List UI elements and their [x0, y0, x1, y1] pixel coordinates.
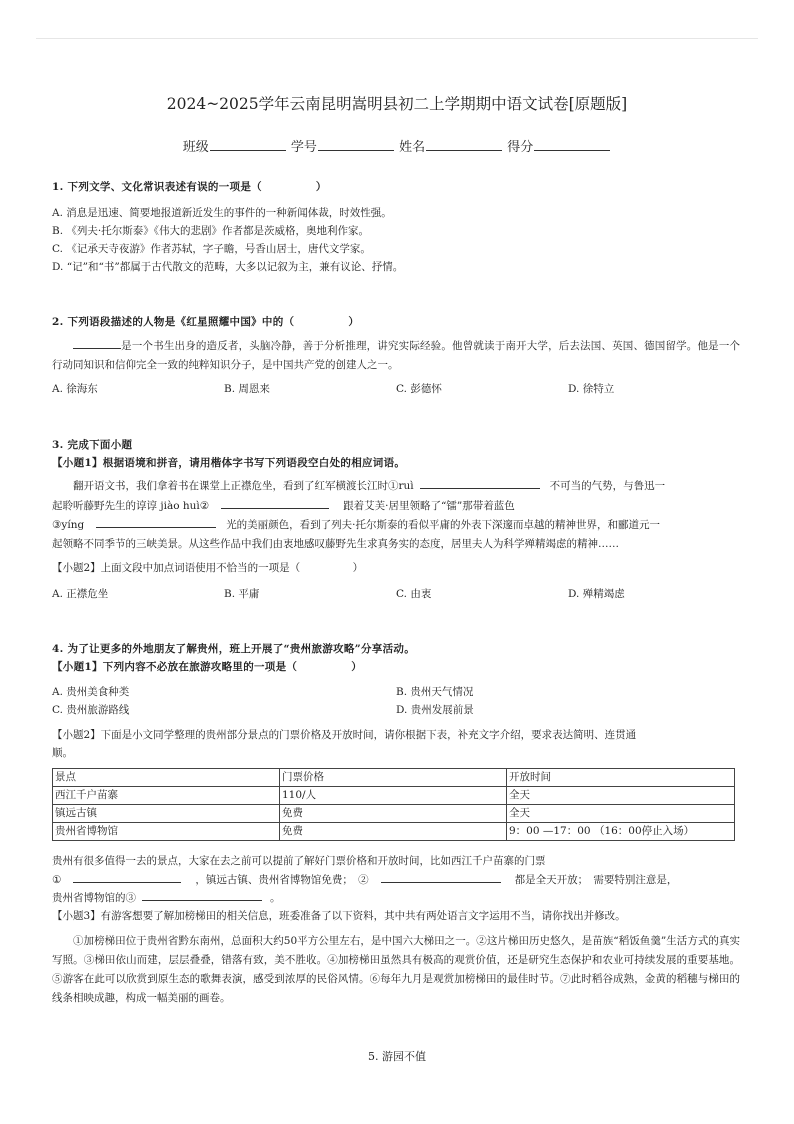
q3-passage-line-1	[73, 477, 665, 495]
q4-blank-3[interactable]	[142, 889, 262, 901]
q2-option-a[interactable]: A. 徐海东	[52, 383, 98, 395]
q3-passage-text-2b: 跟着艾芙·居里领略了“镭”那带着蓝色	[343, 500, 515, 512]
q3-sub2-option-c[interactable]: C. 由衷	[396, 588, 432, 600]
q2-option-d[interactable]: D. 徐特立	[568, 383, 615, 395]
q3-sub2-option-a[interactable]: A. 正襟危坐	[52, 588, 109, 600]
q4-fill-text-4: 贵州省博物馆的③	[52, 892, 136, 904]
q1-stem: 1. 下列文学、文化常识表述有误的一项是（ ）	[52, 181, 327, 193]
q3-sub2-option-b[interactable]: B. 平庸	[224, 588, 260, 600]
q4-fill-line-3	[52, 889, 281, 907]
table-cell: 免费	[280, 823, 507, 841]
q3-passage-text-3a: ③yíng	[52, 519, 85, 531]
q4-fill-line-1: 贵州有很多值得一去的景点，大家在去之前可以提前了解好门票价格和开放时间，比如西江千户苗寨的门票	[52, 855, 546, 867]
q4-fill-text-2: ，镇远古镇、贵州省博物馆免费； ②	[195, 874, 369, 886]
q4-sub1-option-b[interactable]: B. 贵州天气情况	[396, 686, 474, 698]
q4-blank-1[interactable]	[73, 871, 181, 883]
table-cell: 110/人	[280, 787, 507, 805]
q3-passage-line-2	[52, 497, 515, 515]
q2-option-b[interactable]: B. 周恩来	[224, 383, 270, 395]
q3-blank-1[interactable]	[420, 477, 540, 489]
q1-option-a[interactable]: A. 消息是迅速、简要地报道新近发生的事件的一种新闻体裁，时效性强。	[52, 207, 392, 219]
q4-sub1-option-a[interactable]: A. 贵州美食种类	[52, 686, 130, 698]
q3-sub1-title: 【小题1】根据语境和拼音，请用楷体字书写下列语段空白处的相应词语。	[52, 457, 406, 469]
table-header-cell: 景点	[53, 769, 280, 787]
q2-option-c[interactable]: C. 彭德怀	[396, 383, 442, 395]
q3-passage-text-1b: 不可当的气势，与鲁迅一	[549, 480, 666, 492]
table-row	[53, 787, 735, 805]
q4-fill-text-3: 都是全天开放； 需要特别注意是，	[514, 874, 678, 886]
table-row	[53, 823, 735, 841]
name-label: 姓名	[399, 140, 426, 155]
q4-fill-marker-1: ①	[52, 874, 62, 886]
table-cell: 9：00 —17：00 （16：00停止入场）	[507, 823, 735, 841]
q3-passage-text-3b: 光的美丽颜色，看到了列夫·托尔斯泰的看似平庸的外表下深邃而卓越的精神世界，和郦道元一	[226, 519, 661, 531]
q4-stem: 4. 为了让更多的外地朋友了解贵州，班上开展了“贵州旅游攻略”分享活动。	[52, 643, 415, 655]
number-label: 学号	[290, 140, 317, 155]
q3-blank-2[interactable]	[221, 497, 329, 509]
page-title: 2024~2025学年云南昆明嵩明县初二上学期期中语文试卷[原题版]	[166, 95, 628, 113]
q2-blank[interactable]	[73, 337, 121, 349]
table-cell: 全天	[507, 805, 735, 823]
score-label: 得分	[507, 140, 534, 155]
name-blank[interactable]	[426, 138, 502, 151]
class-label: 班级	[182, 140, 209, 155]
table-header-cell: 开放时间	[507, 769, 735, 787]
q3-passage-line-4: 起领略不同季节的三峡美景。从这些作品中我们由衷地感叹藤野先生求真务实的态度，居里夫人为科学殚精竭虑的精神……	[52, 538, 619, 550]
student-info-row	[52, 136, 742, 155]
q3-stem: 3. 完成下面小题	[52, 439, 133, 451]
q4-fill-line-2	[52, 871, 677, 889]
table-cell: 免费	[280, 805, 507, 823]
table-cell: 贵州省博物馆	[53, 823, 280, 841]
q3-passage-line-3	[52, 516, 660, 534]
q4-sub3-passage: ①加榜梯田位于贵州省黔东南州，总面积大约50平方公里左右，是中国六大梯田之一。②这片梯田历史悠久，是苗族“稻饭鱼羹”生活方式的真实写照。③梯田依山而建，层层叠叠，错落有致，美不胜收。④加榜梯田虽然具有极高的观赏价值，还是研究生态保护和农业可持续发展的重要基地。⑤游客在此可以欣赏到原生态的歌舞表演，感受到浓厚的民俗风情。⑥每年九月是观赏加榜梯田的最佳时节。⑦此时稻谷成熟，金黄的稻穗与梯田的线条相映成趣，构成一幅美丽的画卷。	[52, 935, 740, 1004]
q2-stem: 2. 下列语段描述的人物是《红星照耀中国》中的（ ）	[52, 316, 360, 328]
number-blank[interactable]	[318, 138, 394, 151]
q4-sub2-stem-line-2: 顺。	[52, 747, 73, 759]
q3-passage-text-1a: 翻开语文书，我们拿着书在课堂上正襟危坐，看到了红军横渡长江时①ruì	[73, 480, 414, 492]
q3-blank-3[interactable]	[96, 516, 216, 528]
table-cell: 全天	[507, 787, 735, 805]
q4-sub1-stem: 【小题1】下列内容不必放在旅游攻略里的一项是（ ）	[52, 661, 363, 673]
q4-sub3-stem: 【小题3】有游客想要了解加榜梯田的相关信息，班委准备了以下资料，其中共有两处语言文字运用不当，请你找出并修改。	[52, 910, 626, 922]
table-cell: 镇远古镇	[53, 805, 280, 823]
q1-option-c[interactable]: C. 《记承天寺夜游》作者苏轼，字子瞻，号香山居士，唐代文学家。	[52, 243, 371, 255]
q4-fill-text-5: 。	[270, 892, 281, 904]
q1-option-b[interactable]: B. 《列夫·托尔斯泰》《伟大的悲剧》作者都是茨威格，奥地利作家。	[52, 225, 369, 237]
class-blank[interactable]	[210, 138, 286, 151]
table-header-row	[53, 769, 735, 787]
q3-sub2-option-d[interactable]: D. 殚精竭虑	[568, 588, 625, 600]
q3-passage-text-2a: 起聆听藤野先生的谆谆 jiào huì②	[52, 500, 210, 512]
q4-blank-2[interactable]	[381, 871, 501, 883]
score-blank[interactable]	[534, 138, 610, 151]
table-row	[53, 805, 735, 823]
q4-sub2-stem-line-1: 【小题2】下面是小文同学整理的贵州部分景点的门票价格及开放时间，请你根据下表，补充文字介绍，要求表达简明、连贯通	[52, 729, 637, 741]
q1-option-d[interactable]: D. “记”和“书”都属于古代散文的范畴，大多以记叙为主，兼有议论、抒情。	[52, 261, 404, 273]
top-divider	[36, 38, 758, 39]
q5-stem: 5. 游园不值	[368, 1050, 426, 1063]
scenic-spot-table	[52, 768, 735, 841]
q4-sub1-option-c[interactable]: C. 贵州旅游路线	[52, 704, 130, 716]
q3-sub2-stem: 【小题2】上面文段中加点词语使用不恰当的一项是（ ）	[52, 562, 364, 574]
q4-sub1-option-d[interactable]: D. 贵州发展前景	[396, 704, 474, 716]
q2-passage	[52, 337, 740, 375]
q2-passage-text: 是一个书生出身的造反者，头脑冷静，善于分析推理，讲究实际经验。他曾就读于南开大学，后去法国、英国、德国留学。他是一个行动同知识和信仰完全一致的纯粹知识分子，是中国共产党的创建人之一。	[52, 340, 740, 371]
table-cell: 西江千户苗寨	[53, 787, 280, 805]
table-header-cell: 门票价格	[280, 769, 507, 787]
